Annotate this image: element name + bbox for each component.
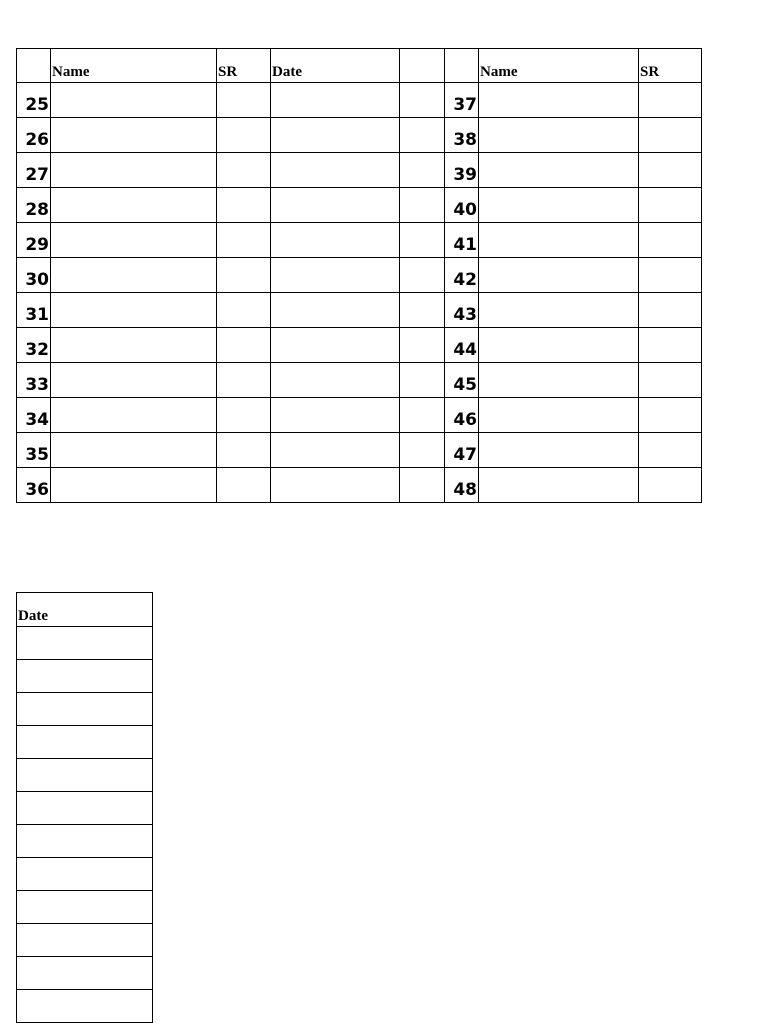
spacer-cell (400, 83, 445, 118)
left-date-cell[interactable] (271, 153, 400, 188)
spacer-cell (400, 293, 445, 328)
right-name-cell[interactable] (479, 328, 639, 363)
left-name-header: Name (51, 49, 217, 83)
left-row-number: 27 (17, 153, 51, 188)
spacer-cell (400, 118, 445, 153)
table-row (17, 468, 702, 503)
table-row (17, 957, 153, 990)
left-row-number: 26 (17, 118, 51, 153)
date-cell[interactable] (17, 825, 153, 858)
left-name-cell[interactable] (51, 188, 217, 223)
left-name-cell[interactable] (51, 258, 217, 293)
table-row (17, 627, 153, 660)
right-name-cell[interactable] (479, 188, 639, 223)
date-cell[interactable] (17, 627, 153, 660)
roster-header-row (17, 49, 702, 83)
date-cell[interactable] (17, 693, 153, 726)
left-name-cell[interactable] (51, 223, 217, 258)
right-sr-cell[interactable] (639, 83, 702, 118)
right-name-cell[interactable] (479, 118, 639, 153)
table-row (17, 858, 153, 891)
left-sr-cell[interactable] (217, 258, 271, 293)
right-name-cell[interactable] (479, 83, 639, 118)
spacer-cell (400, 258, 445, 293)
date-cell[interactable] (17, 726, 153, 759)
left-sr-cell[interactable] (217, 188, 271, 223)
right-row-number: 43 (445, 293, 479, 328)
left-sr-cell[interactable] (217, 433, 271, 468)
left-sr-cell[interactable] (217, 118, 271, 153)
spacer-cell (400, 223, 445, 258)
right-sr-cell[interactable] (639, 223, 702, 258)
table-row (17, 188, 702, 223)
left-row-number: 36 (17, 468, 51, 503)
left-date-cell[interactable] (271, 223, 400, 258)
spacer-cell (400, 433, 445, 468)
right-number-header (445, 49, 479, 83)
left-date-cell[interactable] (271, 258, 400, 293)
table-row (17, 83, 702, 118)
left-sr-header: SR (217, 49, 271, 83)
right-sr-header: SR (639, 49, 702, 83)
right-sr-cell[interactable] (639, 433, 702, 468)
spacer-cell (400, 363, 445, 398)
left-sr-cell[interactable] (217, 398, 271, 433)
left-date-cell[interactable] (271, 433, 400, 468)
left-row-number: 25 (17, 83, 51, 118)
left-name-cell[interactable] (51, 433, 217, 468)
table-row (17, 891, 153, 924)
right-sr-cell[interactable] (639, 293, 702, 328)
right-row-number: 45 (445, 363, 479, 398)
table-row (17, 398, 702, 433)
left-name-cell[interactable] (51, 293, 217, 328)
right-name-cell[interactable] (479, 468, 639, 503)
right-name-cell[interactable] (479, 363, 639, 398)
right-sr-cell[interactable] (639, 328, 702, 363)
left-date-cell[interactable] (271, 363, 400, 398)
table-row (17, 363, 702, 398)
table-row (17, 433, 702, 468)
table-row (17, 924, 153, 957)
left-date-cell[interactable] (271, 118, 400, 153)
left-name-cell[interactable] (51, 363, 217, 398)
right-name-header: Name (479, 49, 639, 83)
right-name-cell[interactable] (479, 223, 639, 258)
table-row (17, 118, 702, 153)
date-cell[interactable] (17, 792, 153, 825)
left-name-cell[interactable] (51, 118, 217, 153)
roster-table (16, 48, 702, 503)
right-row-number: 37 (445, 83, 479, 118)
left-row-number: 33 (17, 363, 51, 398)
right-name-cell[interactable] (479, 433, 639, 468)
spacer-cell (400, 468, 445, 503)
spacer-header (400, 49, 445, 83)
date-cell[interactable] (17, 858, 153, 891)
left-sr-cell[interactable] (217, 223, 271, 258)
right-row-number: 38 (445, 118, 479, 153)
left-date-cell[interactable] (271, 188, 400, 223)
date-cell[interactable] (17, 924, 153, 957)
date-table (16, 592, 153, 1023)
table-row (17, 792, 153, 825)
left-name-cell[interactable] (51, 153, 217, 188)
left-row-number: 34 (17, 398, 51, 433)
right-row-number: 40 (445, 188, 479, 223)
table-row (17, 328, 702, 363)
table-row (17, 258, 702, 293)
right-sr-cell[interactable] (639, 153, 702, 188)
left-row-number: 32 (17, 328, 51, 363)
date-cell[interactable] (17, 660, 153, 693)
left-sr-cell[interactable] (217, 328, 271, 363)
left-sr-cell[interactable] (217, 293, 271, 328)
table-row (17, 660, 153, 693)
right-row-number: 41 (445, 223, 479, 258)
left-sr-cell[interactable] (217, 363, 271, 398)
table-row (17, 293, 702, 328)
left-row-number: 28 (17, 188, 51, 223)
left-row-number: 29 (17, 223, 51, 258)
right-row-number: 44 (445, 328, 479, 363)
table-row (17, 693, 153, 726)
left-date-cell[interactable] (271, 468, 400, 503)
left-date-header: Date (271, 49, 400, 83)
date-cell[interactable] (17, 990, 153, 1023)
left-number-header (17, 49, 51, 83)
right-row-number: 47 (445, 433, 479, 468)
date-header: Date (17, 593, 153, 627)
table-row (17, 825, 153, 858)
left-row-number: 30 (17, 258, 51, 293)
right-sr-cell[interactable] (639, 398, 702, 433)
spacer-cell (400, 328, 445, 363)
spacer-cell (400, 153, 445, 188)
left-sr-cell[interactable] (217, 153, 271, 188)
date-cell[interactable] (17, 759, 153, 792)
right-row-number: 42 (445, 258, 479, 293)
table-row (17, 990, 153, 1023)
table-row (17, 759, 153, 792)
left-row-number: 31 (17, 293, 51, 328)
right-sr-cell[interactable] (639, 363, 702, 398)
left-name-cell[interactable] (51, 328, 217, 363)
left-date-cell[interactable] (271, 328, 400, 363)
left-sr-cell[interactable] (217, 468, 271, 503)
right-name-cell[interactable] (479, 398, 639, 433)
left-date-cell[interactable] (271, 398, 400, 433)
table-row (17, 726, 153, 759)
left-name-cell[interactable] (51, 83, 217, 118)
right-name-cell[interactable] (479, 293, 639, 328)
table-row (17, 223, 702, 258)
left-date-cell[interactable] (271, 293, 400, 328)
left-sr-cell[interactable] (217, 83, 271, 118)
left-name-cell[interactable] (51, 468, 217, 503)
right-sr-cell[interactable] (639, 468, 702, 503)
date-cell[interactable] (17, 957, 153, 990)
left-date-cell[interactable] (271, 83, 400, 118)
date-header-row (17, 593, 153, 627)
table-row (17, 153, 702, 188)
right-sr-cell[interactable] (639, 118, 702, 153)
left-row-number: 35 (17, 433, 51, 468)
right-sr-cell[interactable] (639, 188, 702, 223)
spacer-cell (400, 398, 445, 433)
date-cell[interactable] (17, 891, 153, 924)
spacer-cell (400, 188, 445, 223)
right-name-cell[interactable] (479, 258, 639, 293)
right-row-number: 46 (445, 398, 479, 433)
right-sr-cell[interactable] (639, 258, 702, 293)
right-name-cell[interactable] (479, 153, 639, 188)
left-name-cell[interactable] (51, 398, 217, 433)
right-row-number: 39 (445, 153, 479, 188)
right-row-number: 48 (445, 468, 479, 503)
